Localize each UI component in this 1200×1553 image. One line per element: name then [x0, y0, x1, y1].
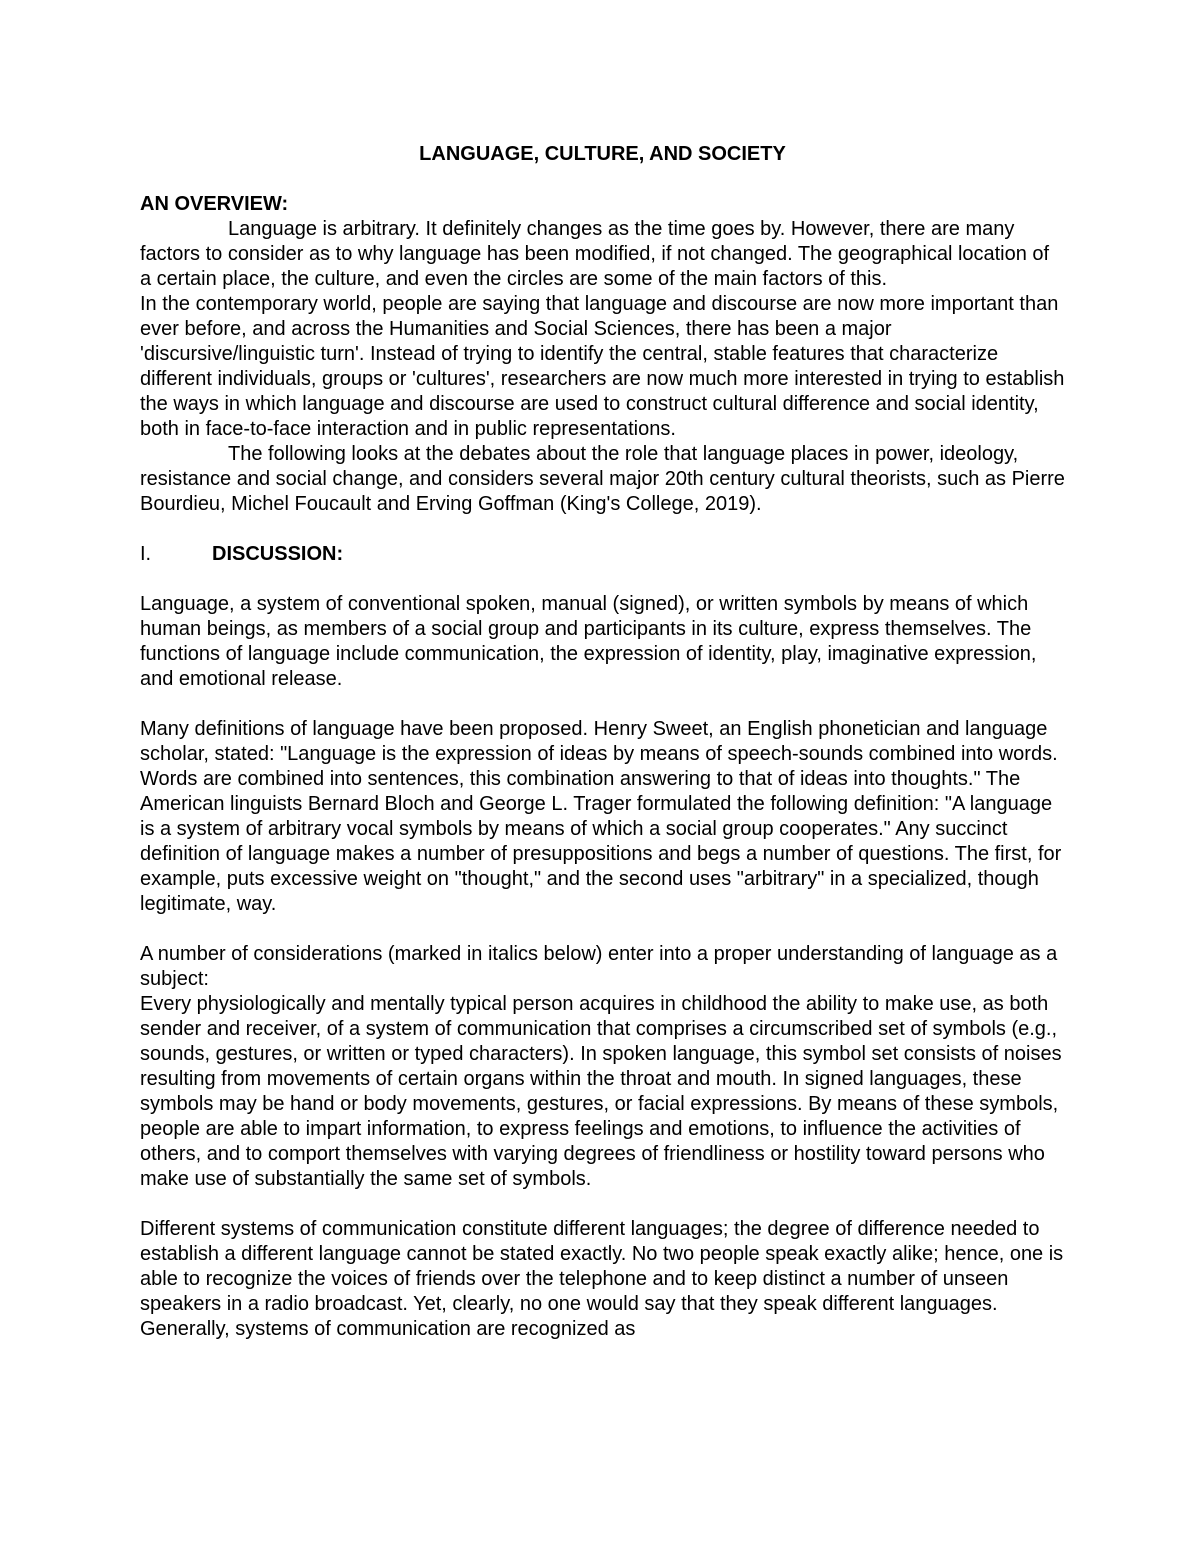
overview-paragraph-2: In the contemporary world, people are saying that language and discourse are now more important than ever before, and across the Humanities and Social Sciences, there has been a major 'discursive/linguistic turn'. Instead of trying to identify the central, stable features that characterize different individuals, groups or 'cultures', researchers are now much more interested in trying to establish the ways in which language and discourse are used to construct cultural difference and social identity, both in face-to-face interaction and in public representations.: [140, 293, 1065, 440]
discussion-paragraph-3: A number of considerations (marked in italics below) enter into a proper understanding of language as a subject:: [140, 943, 1058, 990]
discussion-paragraph-5: Different systems of communication constitute different languages; the degree of difference needed to establish a different language cannot be stated exactly. No two people speak exactly alike; hence, one is able to recognize the voices of friends over the telephone and to keep distinct a number of unseen speakers in a radio broadcast. Yet, clearly, no one would say that they speak different languages. Generally, systems of communication are recognized as: [140, 1218, 1064, 1340]
discussion-paragraph-4: Every physiologically and mentally typical person acquires in childhood the ability to make use, as both sender and receiver, of a system of communication that comprises a circumscribed set of symbols (e.g., sounds, gestures, or written or typed characters). In spoken language, this symbol set consists of noises resulting from movements of certain organs within the throat and mouth. In signed languages, these symbols may be hand or body movements, gestures, or facial expressions. By means of these symbols, people are able to impart information, to express feelings and emotions, to influence the activities of others, and to comport themselves with varying degrees of friendliness or hostility toward persons who make use of substantially the same set of symbols.: [140, 993, 1062, 1190]
discussion-number: I.: [140, 543, 152, 565]
discussion-label: DISCUSSION:: [212, 543, 344, 565]
overview-paragraph-3: The following looks at the debates about the role that language places in power, ideology, resistance and social change, and considers several major 20th century cultural theorists, such as Pierre Bourdieu, Michel Foucault and Erving Goffman (King's College, 2019).: [140, 443, 1065, 515]
document-body: [140, 142, 1065, 1342]
overview-paragraph-1: Language is arbitrary. It definitely changes as the time goes by. However, there are many factors to consider as to why language has been modified, if not changed. The geographical location of a certain place, the culture, and even the circles are some of the main factors of this.: [140, 218, 1050, 290]
overview-heading: AN OVERVIEW:: [140, 193, 289, 215]
discussion-heading: [140, 542, 1065, 567]
discussion-paragraph-1: Language, a system of conventional spoken, manual (signed), or written symbols by means of which human beings, as members of a social group and participants in its culture, express themselves. The functions of language include communication, the expression of identity, play, imaginative expression, and emotional release.: [140, 593, 1037, 690]
discussion-paragraph-2: Many definitions of language have been proposed. Henry Sweet, an English phonetician and language scholar, stated: "Language is the expression of ideas by means of speech-sounds combined into words. Words are combined into sentences, this combination answering to that of ideas into thoughts." The American linguists Bernard Bloch and George L. Trager formulated the following definition: "A language is a system of arbitrary vocal symbols by means of which a social group cooperates." Any succinct definition of language makes a number of presuppositions and begs a number of questions. The first, for example, puts excessive weight on "thought," and the second uses "arbitrary" in a specialized, though legitimate, way.: [140, 718, 1062, 915]
document-title: LANGUAGE, CULTURE, AND SOCIETY: [419, 143, 786, 165]
